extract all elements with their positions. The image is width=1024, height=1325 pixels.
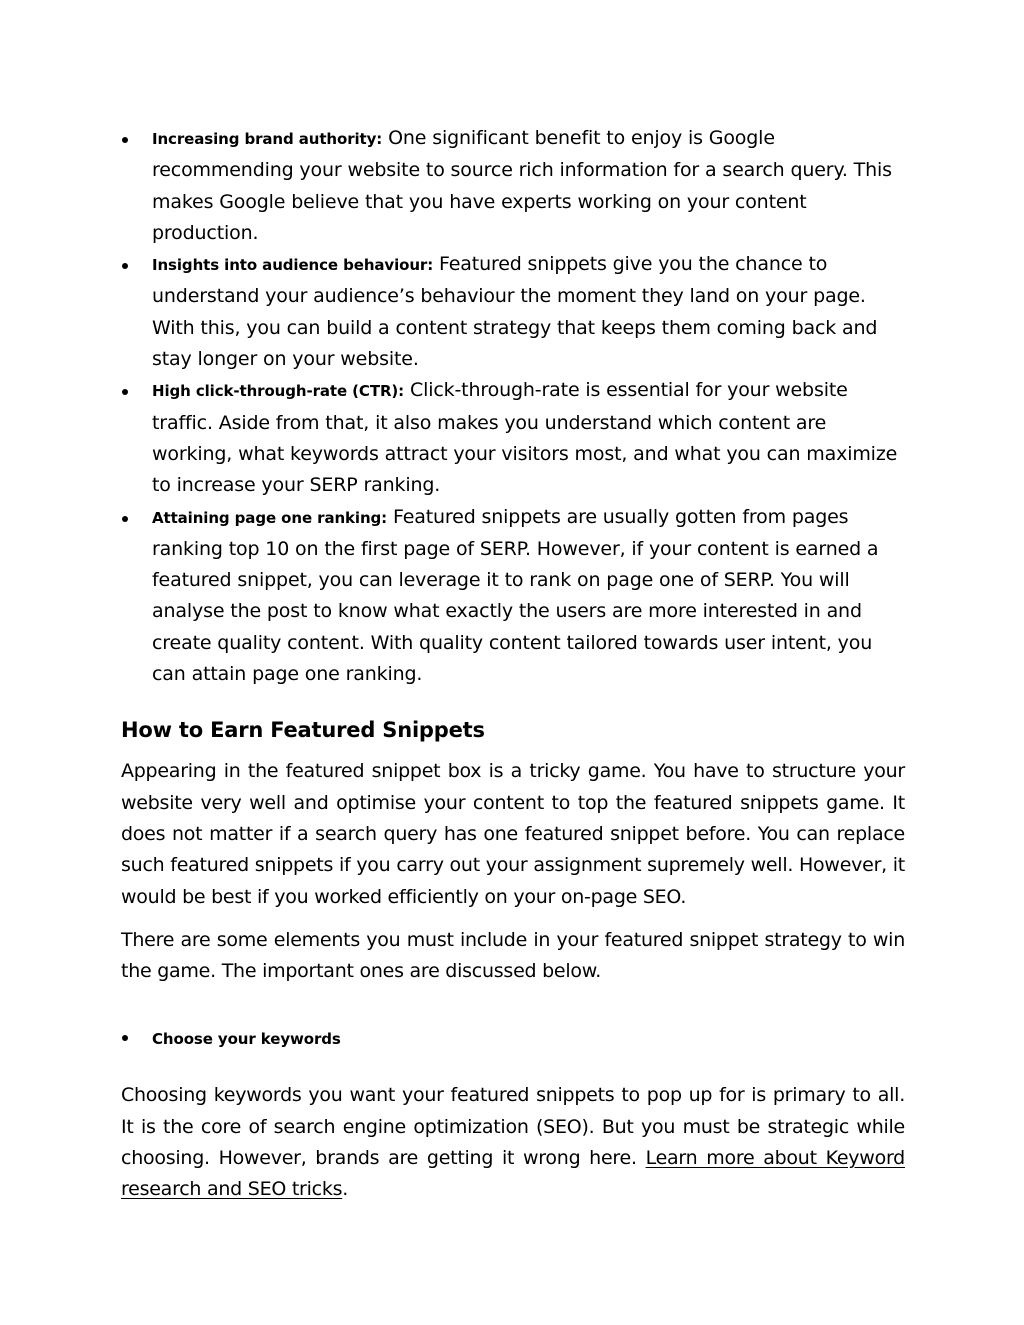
- benefit-text: Featured snippets are usually gotten from pages ranking top 10 on the first page of SERP. However, if your content is earned a featured snippet, you can leverage it to rank on page one of SERP. You will analyse the post to know what exactly the users are more interested in and create quality content. With quality content tailored towards user intent, you can attain page one ranking.: [152, 505, 879, 686]
- list-item: [121, 375, 905, 501]
- paragraph-text: Choosing keywords you want your featured snippets to pop up for is primary to all. It is the core of search engine optimization (SEO). But you must be strategic while choosing. However, brands are getting it wrong here.: [121, 1084, 905, 1170]
- benefit-text: Featured snippets give you the chance to understand your audience’s behaviour the moment they land on your page. With this, you can build a content strategy that keeps them coming back and stay longer on your website.: [152, 253, 878, 371]
- bullet-icon: [122, 516, 128, 522]
- benefit-lead: Increasing brand authority:: [152, 130, 383, 148]
- sub-bullet-list: [121, 1027, 905, 1050]
- sub-bullet-label: Choose your keywords: [152, 1030, 341, 1049]
- list-item: [121, 502, 905, 691]
- body-paragraph: [121, 1080, 905, 1205]
- bullet-icon: [122, 1035, 128, 1041]
- benefit-text: Click-through-rate is essential for your website traffic. Aside from that, it also makes you understand which content are working, what keywords attract your visitors most, and what you can maximize to increase your SERP ranking.: [152, 379, 898, 497]
- list-item: [121, 123, 905, 249]
- benefit-lead: High click-through-rate (CTR):: [152, 382, 405, 401]
- bullet-icon: [122, 263, 128, 269]
- keyword-research-link[interactable]: Learn more about Keyword research and SEO tricks: [121, 1147, 905, 1201]
- benefit-lead: Insights into audience behaviour:: [152, 256, 434, 275]
- list-item: [121, 1027, 905, 1050]
- paragraph-end: .: [342, 1178, 349, 1201]
- body-paragraph: Appearing in the featured snippet box is a tricky game. You have to structure your website very well and optimise your content to top the featured snippets game. It does not matter if a search query has one featured snippet before. You can replace such featured snippets if you carry out your assignment supremely well. However, it would be best if you worked efficiently on your on-page SEO.: [121, 760, 905, 908]
- section-heading: How to Earn Featured Snippets: [121, 718, 485, 743]
- benefit-text: One significant benefit to enjoy is Google recommending your website to source rich information for a search query. This makes Google believe that you have experts working on your content production.: [152, 127, 892, 244]
- benefits-list: [121, 123, 905, 690]
- body-paragraph: There are some elements you must include in your featured snippet strategy to win the game. The important ones are discussed below.: [121, 928, 905, 983]
- list-item: [121, 249, 905, 375]
- bullet-icon: [122, 389, 128, 395]
- document-page: [121, 123, 905, 1206]
- bullet-icon: [122, 137, 128, 143]
- benefit-lead: Attaining page one ranking:: [152, 508, 388, 527]
